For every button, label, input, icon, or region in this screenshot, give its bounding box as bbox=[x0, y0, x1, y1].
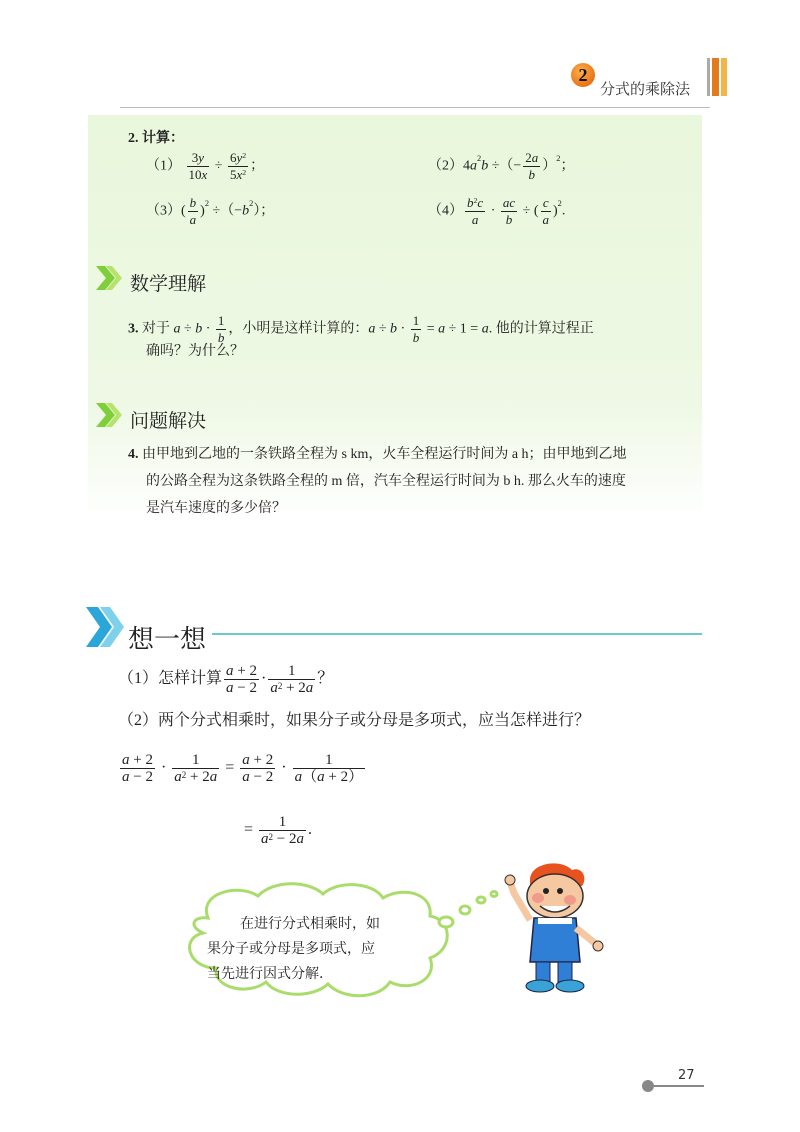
section-title-think: 想一想 bbox=[128, 625, 207, 655]
worked-example-line-1: $\frac{a + 2}{a - 2}$ · $\frac{1}{a^2 + 2a}$ = $\frac{a + 2}{a - 2}$ · $\frac{1}{a(a + 2)}$ bbox=[122, 752, 364, 785]
section-rule bbox=[212, 633, 702, 635]
bubble-text-line-2: 果分子或分母是多项式，应 bbox=[207, 941, 375, 957]
header-bar-orange bbox=[712, 58, 719, 96]
section-title-problem-solving: 问题解决 bbox=[130, 410, 207, 432]
exercise-2-part-4: （4） $\frac{b^2c}{a}$ · $\frac{ac}{b}$ ÷ ( $\frac{c}{a}$ )$^2$. bbox=[428, 195, 566, 227]
think-question-1: （1）怎样计算 $\frac{a + 2}{a - 2}$ · $\frac{1}{a^2 + 2a}$ ？ bbox=[118, 663, 334, 696]
exercise-2-part-1: （1） $\frac{3y}{10x}$ ÷ $\frac{6y^2}{5x^2}$ ； bbox=[146, 150, 265, 182]
exercise-2-part-2: $(2)4a^2b$ ÷（− $\frac{2a}{b}$ ）$^2$； bbox=[428, 150, 575, 182]
exercise-3-line-2: 确吗？为什么？ bbox=[146, 344, 244, 359]
chevron-arrows-icon bbox=[96, 263, 126, 293]
exercise-4-line-3: 是汽车速度的多少倍？ bbox=[146, 501, 286, 516]
exercise-2-label: 2. 计算： bbox=[128, 131, 184, 146]
footer-rule bbox=[654, 1085, 704, 1087]
section-title-understanding: 数学理解 bbox=[130, 273, 207, 295]
chapter-title: 分式的乘除法 bbox=[600, 80, 691, 98]
chapter-number-badge: 2 bbox=[571, 63, 595, 87]
bubble-text-line-3: 当先进行因式分解. bbox=[207, 966, 324, 982]
exercise-4-line-1: 4. 由甲地到乙地的一条铁路全程为 s km，火车全程运行时间为 a h；由甲地到乙地 bbox=[128, 447, 627, 462]
header-bar-gray bbox=[707, 58, 710, 96]
chevron-arrows-icon bbox=[96, 400, 126, 430]
worked-example-line-2: = $\frac{1}{a^2 - 2a}$ . bbox=[244, 814, 312, 847]
bubble-text-line-1: 在进行分式相乘时，如 bbox=[240, 916, 380, 932]
think-question-2: （2）两个分式相乘时，如果分子或分母是多项式，应当怎样进行？ bbox=[118, 712, 591, 729]
exercise-4-line-2: 的公路全程为这条铁路全程的 m 倍，汽车全程运行时间为 b h. 那么火车的速度 bbox=[146, 474, 626, 489]
chevron-arrows-icon bbox=[86, 605, 128, 649]
page-dot-icon bbox=[642, 1080, 654, 1092]
exercise-3: 3. 对于 a ÷ b · $\frac{1}{b}$ ，小明是这样计算的：a ÷ b · $\frac{1}{b}$ = a ÷ 1 = a. 他的计算过程正 bbox=[128, 313, 594, 345]
header-bar-yellow bbox=[721, 58, 727, 96]
header-rule bbox=[120, 107, 710, 108]
page-number: 27 bbox=[678, 1068, 695, 1083]
exercise-2-part-3: （3）( $\frac{b}{a}$ )$^2 \div(-b^2)$； bbox=[146, 195, 275, 227]
cartoon-boy-illustration bbox=[500, 858, 610, 994]
